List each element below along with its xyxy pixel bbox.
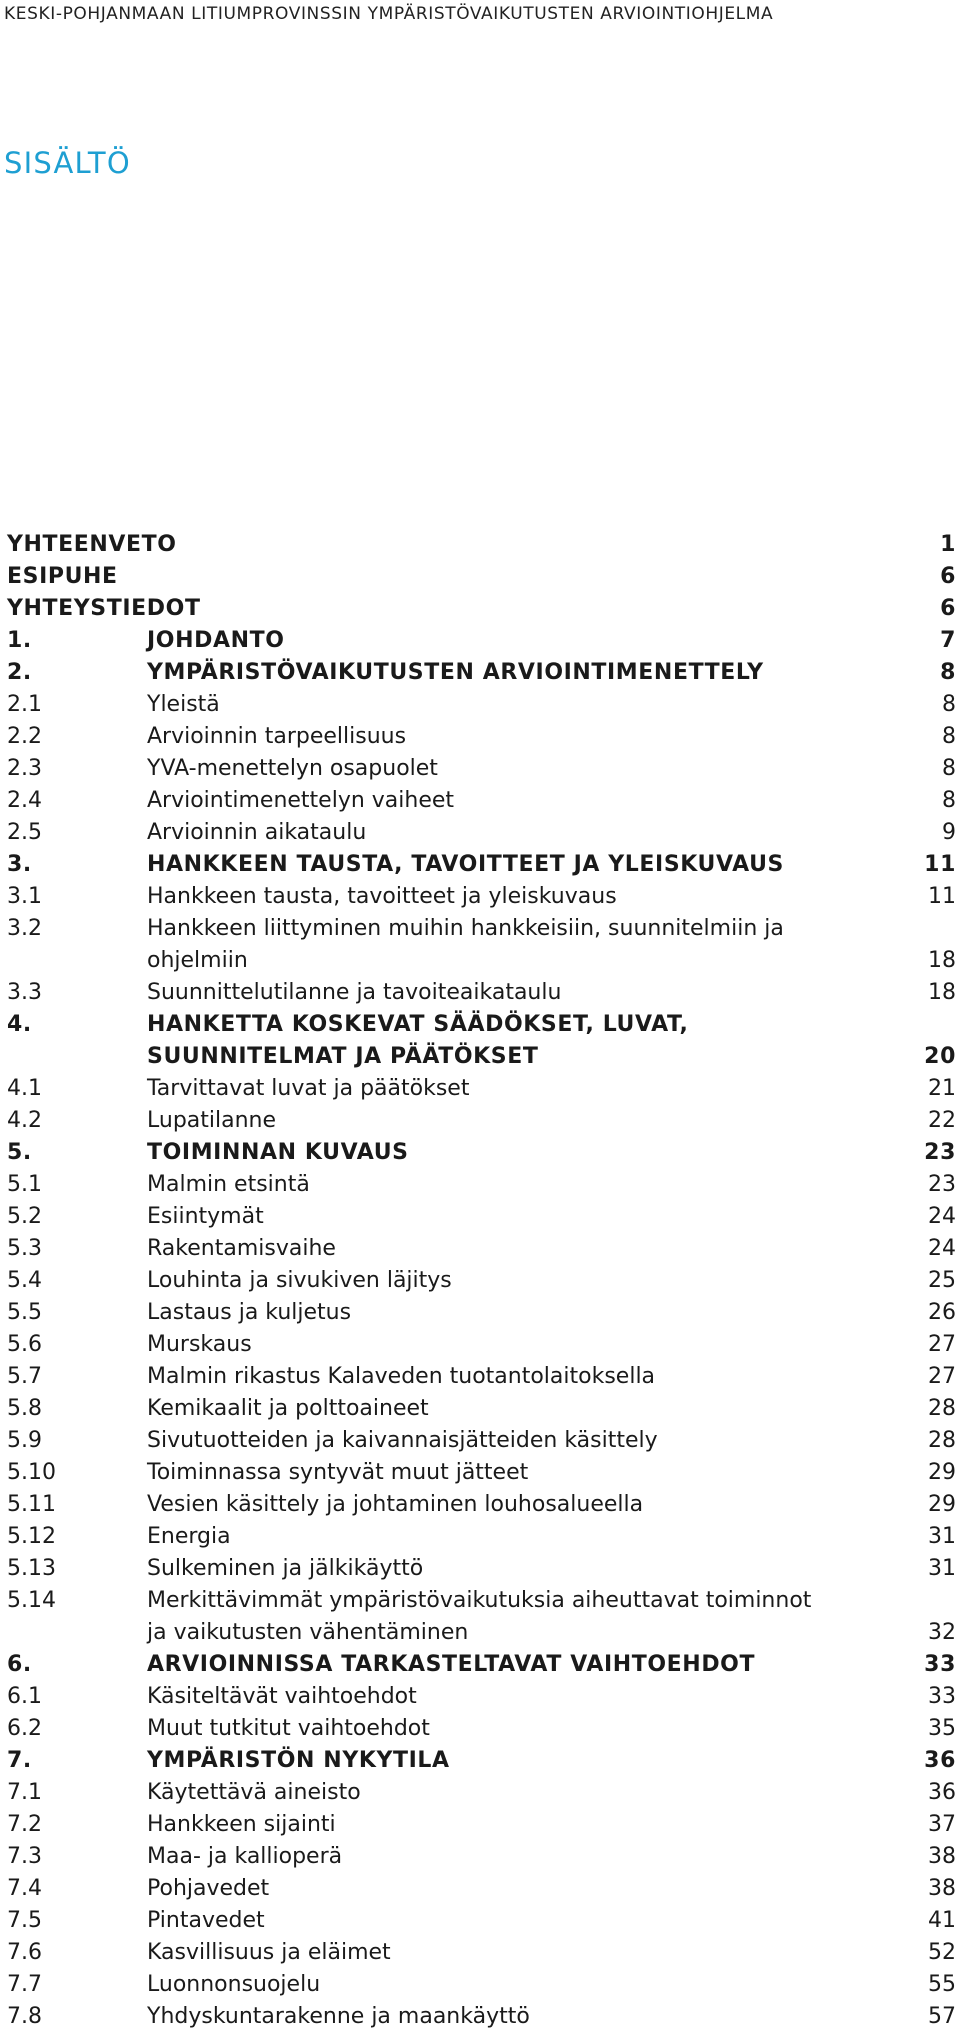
toc-entry[interactable] [7,1969,956,2001]
toc-entry-page: 38 [928,1876,956,1901]
toc-entry-number: 5.7 [7,1364,42,1389]
toc-entry-title: Malmin etsintä [147,1172,310,1197]
toc-entry-title: Yhdyskuntarakenne ja maankäyttö [147,2004,530,2029]
toc-entry[interactable] [7,1745,956,1777]
toc-entry[interactable] [7,1105,956,1137]
toc-entry[interactable] [7,1489,956,1521]
toc-entry-page: 8 [942,724,956,749]
toc-entry-title: Vesien käsittely ja johtaminen louhosalueella [147,1492,644,1517]
toc-entry[interactable] [7,881,956,913]
toc-entry-number: 5.6 [7,1332,42,1357]
toc-entry[interactable] [7,721,956,753]
toc-entry[interactable] [7,1521,956,1553]
toc-entry-title: Toiminnassa syntyvät muut jätteet [147,1460,529,1485]
toc-entry-page: 18 [928,948,956,973]
toc-entry-number: 7.7 [7,1972,42,1997]
toc-entry-title: Hankkeen sijainti [147,1812,336,1837]
toc-entry-number: YHTEENVETO [7,532,177,557]
toc-entry-page: 11 [924,852,956,877]
toc-entry-page: 23 [924,1140,956,1165]
toc-entry-title: Malmin rikastus Kalaveden tuotantolaitoksella [147,1364,656,1389]
toc-entry-page: 28 [928,1428,956,1453]
toc-entry-number: 3.2 [7,916,42,941]
toc-entry-number: 5.1 [7,1172,42,1197]
toc-entry-title: Yleistä [147,692,220,717]
toc-entry-number: 7.2 [7,1812,42,1837]
toc-entry-number: 2.3 [7,756,42,781]
toc-entry-title: Sivutuotteiden ja kaivannaisjätteiden käsittely [147,1428,658,1453]
toc-entry-title: YMPÄRISTÖN NYKYTILA [147,1748,450,1773]
toc-entry-number: 5.5 [7,1300,42,1325]
toc-entry-page: 8 [940,660,956,685]
toc-entry-title: Merkittävimmät ympäristövaikutuksia aiheuttavat toiminnot [147,1588,812,1613]
toc-entry-number: 1. [7,628,32,653]
toc-entry-title: ARVIOINNISSA TARKASTELTAVAT VAIHTOEHDOT [147,1652,756,1677]
toc-entry-title: SUUNNITELMAT JA PÄÄTÖKSET [147,1044,539,1069]
toc-entry-title: Rakentamisvaihe [147,1236,336,1261]
toc-entry-number: 3.3 [7,980,42,1005]
toc-entry-title: Arviointimenettelyn vaiheet [147,788,455,813]
toc-entry-number: 7.5 [7,1908,42,1933]
toc-entry-number: 7. [7,1748,32,1773]
toc-entry-number: 5.10 [7,1460,56,1485]
toc-entry[interactable] [7,1681,956,1713]
toc-entry[interactable] [7,1233,956,1265]
toc-entry[interactable] [7,1073,956,1105]
toc-entry[interactable] [7,1329,956,1361]
toc-entry-page: 25 [928,1268,956,1293]
toc-entry[interactable] [7,1649,956,1681]
toc-entry[interactable] [7,785,956,817]
toc-entry[interactable] [7,1873,956,1905]
toc-entry[interactable] [7,817,956,849]
toc-entry-number: 4.1 [7,1076,42,1101]
toc-entry-page: 29 [928,1492,956,1517]
toc-entry-title: YMPÄRISTÖVAIKUTUSTEN ARVIOINTIMENETTELY [147,660,764,685]
toc-entry-page: 41 [928,1908,956,1933]
toc-entry-page: 26 [928,1300,956,1325]
toc-entry-page: 29 [928,1460,956,1485]
table-of-contents [7,529,956,2033]
toc-entry[interactable] [7,625,956,657]
toc-entry-title: Esiintymät [147,1204,264,1229]
toc-entry-page: 35 [928,1716,956,1741]
toc-entry-number: 3. [7,852,32,877]
toc-entry[interactable] [7,753,956,785]
toc-entry-number: 2.1 [7,692,42,717]
toc-entry-title: Sulkeminen ja jälkikäyttö [147,1556,424,1581]
toc-entry-title: ja vaikutusten vähentäminen [147,1620,469,1645]
toc-entry[interactable] [7,1937,956,1969]
toc-entry-title: Murskaus [147,1332,252,1357]
toc-entry-title: Luonnonsuojelu [147,1972,321,1997]
toc-entry-page: 27 [928,1364,956,1389]
toc-entry-page: 20 [924,1044,956,1069]
toc-entry-page: 22 [928,1108,956,1133]
toc-entry-page: 23 [928,1172,956,1197]
toc-entry-number: 5.9 [7,1428,42,1453]
toc-entry-title: HANKKEEN TAUSTA, TAVOITTEET JA YLEISKUVAUS [147,852,784,877]
toc-entry-number: 7.3 [7,1844,42,1869]
toc-entry[interactable] [7,657,956,689]
toc-entry-number: 5. [7,1140,32,1165]
toc-entry[interactable] [7,1617,956,1649]
toc-entry-title: Lupatilanne [147,1108,277,1133]
toc-entry-title: Louhinta ja sivukiven läjitys [147,1268,452,1293]
toc-entry-title: Hankkeen tausta, tavoitteet ja yleiskuvaus [147,884,617,909]
toc-entry-page: 32 [928,1620,956,1645]
toc-entry-number: YHTEYSTIEDOT [7,596,201,621]
toc-entry-title: Pintavedet [147,1908,265,1933]
toc-entry-title: Kasvillisuus ja eläimet [147,1940,391,1965]
toc-entry-page: 33 [924,1652,956,1677]
toc-entry[interactable] [7,529,956,561]
toc-entry-number: 2. [7,660,32,685]
toc-entry-page: 18 [928,980,956,1005]
toc-entry-title: Hankkeen liittyminen muihin hankkeisiin, suunnitelmiin ja [147,916,784,941]
toc-entry[interactable] [7,1585,956,1617]
toc-entry-title: Pohjavedet [147,1876,270,1901]
toc-entry[interactable] [7,849,956,881]
toc-entry-page: 55 [928,1972,956,1997]
toc-entry-page: 36 [928,1780,956,1805]
toc-entry-title: YVA-menettelyn osapuolet [147,756,438,781]
toc-entry-title: Kemikaalit ja polttoaineet [147,1396,429,1421]
running-header: KESKI-POHJANMAAN LITIUMPROVINSSIN YMPÄRISTÖVAIKUTUSTEN ARVIOINTIOHJELMA [4,4,774,24]
toc-heading: SISÄLTÖ [4,146,131,180]
toc-entry-number: 2.2 [7,724,42,749]
toc-entry[interactable] [7,1361,956,1393]
toc-entry-number: 2.5 [7,820,42,845]
toc-entry-page: 8 [942,692,956,717]
toc-entry-number: 4. [7,1012,32,1037]
toc-entry-title: ohjelmiin [147,948,248,973]
toc-entry-title: HANKETTA KOSKEVAT SÄÄDÖKSET, LUVAT, [147,1012,689,1037]
toc-entry-page: 36 [924,1748,956,1773]
toc-entry-number: 5.14 [7,1588,56,1613]
toc-entry-number: 5.13 [7,1556,56,1581]
toc-entry-number: 7.6 [7,1940,42,1965]
toc-entry-title: Lastaus ja kuljetus [147,1300,352,1325]
toc-entry[interactable] [7,1265,956,1297]
toc-entry-page: 7 [940,628,956,653]
toc-entry-title: Tarvittavat luvat ja päätökset [147,1076,470,1101]
toc-entry[interactable] [7,1393,956,1425]
toc-entry-number: 6.1 [7,1684,42,1709]
toc-entry-title: Arvioinnin tarpeellisuus [147,724,407,749]
toc-entry-number: 4.2 [7,1108,42,1133]
toc-entry-number: 7.1 [7,1780,42,1805]
toc-entry-page: 52 [928,1940,956,1965]
toc-entry[interactable] [7,1841,956,1873]
toc-entry-page: 27 [928,1332,956,1357]
toc-entry[interactable] [7,945,956,977]
toc-entry-page: 28 [928,1396,956,1421]
toc-entry[interactable] [7,913,956,945]
toc-entry[interactable] [7,1553,956,1585]
toc-entry-page: 24 [928,1204,956,1229]
toc-entry-page: 1 [940,532,956,557]
toc-entry[interactable] [7,1425,956,1457]
toc-entry-page: 9 [942,820,956,845]
toc-entry[interactable] [7,2001,956,2033]
toc-entry[interactable] [7,977,956,1009]
toc-entry-number: 6.2 [7,1716,42,1741]
toc-entry-number: 5.8 [7,1396,42,1421]
toc-entry[interactable] [7,1009,956,1041]
toc-entry[interactable] [7,1809,956,1841]
toc-entry[interactable] [7,1457,956,1489]
toc-entry-title: JOHDANTO [147,628,285,653]
toc-entry-title: Arvioinnin aikataulu [147,820,367,845]
toc-entry[interactable] [7,689,956,721]
toc-entry[interactable] [7,1137,956,1169]
toc-entry-number: 5.11 [7,1492,56,1517]
toc-entry[interactable] [7,1169,956,1201]
toc-entry-title: TOIMINNAN KUVAUS [147,1140,409,1165]
toc-entry-page: 31 [928,1524,956,1549]
toc-entry-page: 33 [928,1684,956,1709]
toc-entry-page: 6 [940,564,956,589]
toc-entry[interactable] [7,561,956,593]
toc-entry-title: Muut tutkitut vaihtoehdot [147,1716,430,1741]
toc-entry-number: 5.3 [7,1236,42,1261]
toc-entry-number: ESIPUHE [7,564,118,589]
toc-entry-page: 37 [928,1812,956,1837]
toc-entry-title: Maa- ja kallioperä [147,1844,343,1869]
toc-entry-title: Käytettävä aineisto [147,1780,361,1805]
toc-entry[interactable] [7,1777,956,1809]
toc-entry-page: 11 [928,884,956,909]
toc-entry[interactable] [7,593,956,625]
toc-entry-page: 38 [928,1844,956,1869]
toc-entry[interactable] [7,1713,956,1745]
toc-entry-number: 7.4 [7,1876,42,1901]
toc-entry-title: Energia [147,1524,231,1549]
toc-entry-number: 3.1 [7,884,42,909]
toc-entry-page: 24 [928,1236,956,1261]
toc-entry-title: Suunnittelutilanne ja tavoiteaikataulu [147,980,562,1005]
toc-entry-page: 21 [928,1076,956,1101]
toc-entry-number: 5.12 [7,1524,56,1549]
toc-entry-number: 7.8 [7,2004,42,2029]
toc-entry-page: 31 [928,1556,956,1581]
toc-entry-number: 2.4 [7,788,42,813]
toc-entry[interactable] [7,1041,956,1073]
toc-entry-page: 8 [942,788,956,813]
toc-entry-title: Käsiteltävät vaihtoehdot [147,1684,417,1709]
toc-entry[interactable] [7,1905,956,1937]
toc-entry-number: 5.2 [7,1204,42,1229]
toc-entry-page: 57 [928,2004,956,2029]
toc-entry-page: 8 [942,756,956,781]
toc-entry[interactable] [7,1201,956,1233]
toc-entry[interactable] [7,1297,956,1329]
toc-entry-page: 6 [940,596,956,621]
toc-entry-number: 6. [7,1652,32,1677]
toc-entry-number: 5.4 [7,1268,42,1293]
